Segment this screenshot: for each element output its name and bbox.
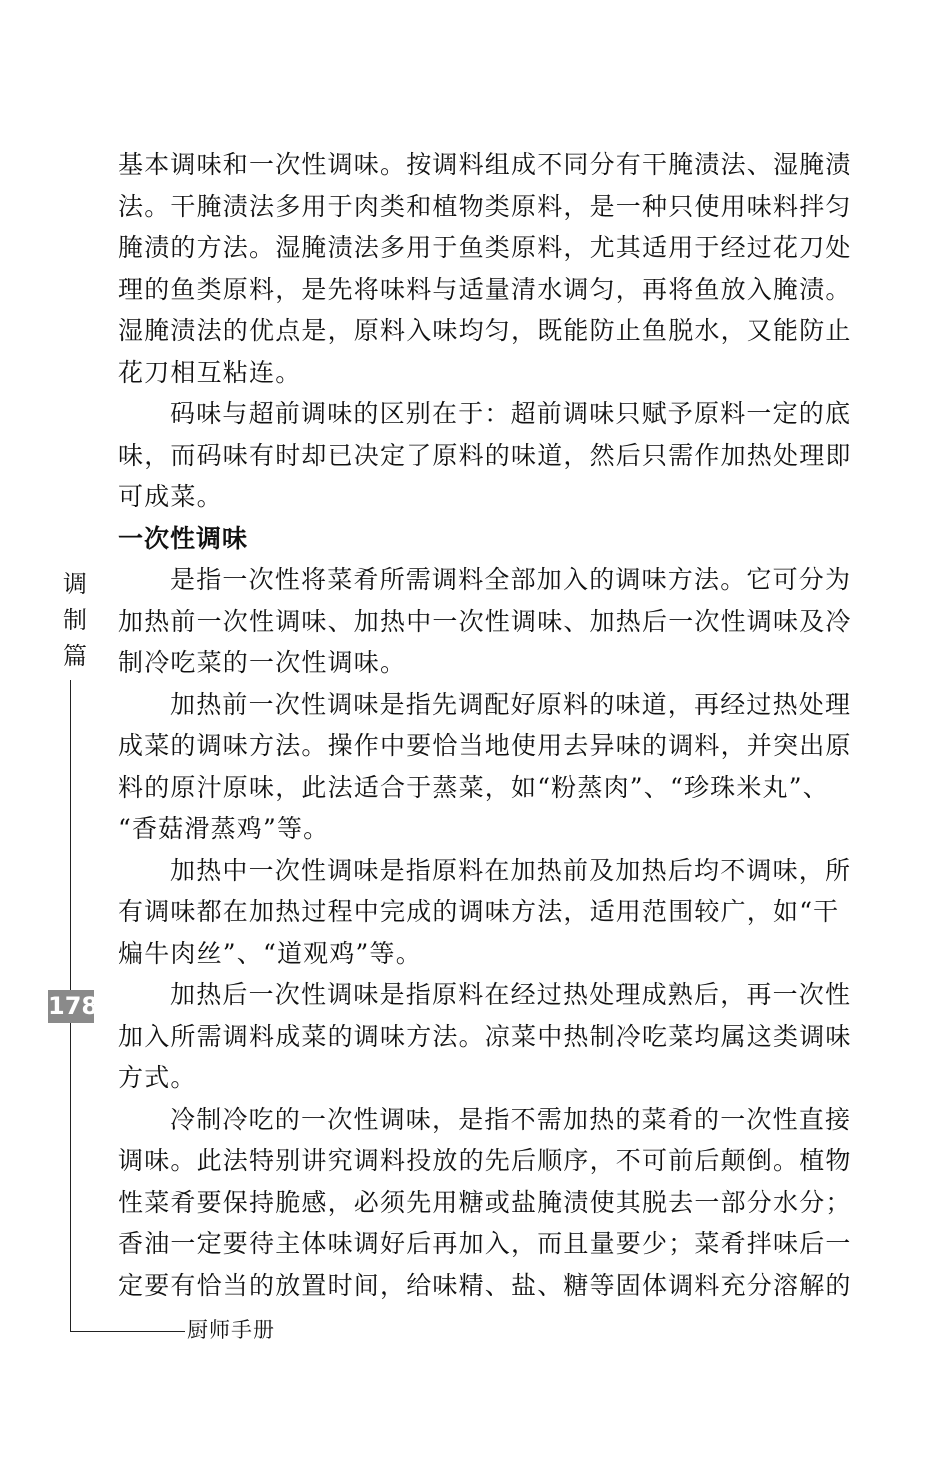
footer-rule bbox=[70, 1331, 185, 1332]
body-line: 花刀相互粘连。 bbox=[118, 357, 302, 387]
paragraph-first-line: 加热后一次性调味是指原料在经过热处理成熟后，再一次性 bbox=[170, 980, 852, 1009]
body-line: 基本调味和一次性调味。按调料组成不同分有干腌渍法、湿腌渍 bbox=[118, 150, 852, 179]
body-line: 成菜的调味方法。操作中要恰当地使用去异味的调料，并突出原 bbox=[118, 731, 852, 760]
body-text bbox=[118, 144, 898, 1306]
section-heading: 一次性调味 bbox=[118, 523, 249, 553]
body-line: 加热前一次性调味、加热中一次性调味、加热后一次性调味及冷 bbox=[118, 606, 852, 636]
body-line: 香油一定要待主体味调好后再加入，而且量要少；菜肴拌味后一 bbox=[118, 1229, 852, 1258]
body-line: 可成菜。 bbox=[118, 482, 223, 511]
body-line: 法。干腌渍法多用于肉类和植物类原料，是一种只使用味料拌匀 bbox=[118, 191, 852, 221]
body-line: “香菇滑蒸鸡”等。 bbox=[118, 814, 330, 843]
body-line: 有调味都在加热过程中完成的调味方法，适用范围较广，如“干 bbox=[118, 897, 840, 926]
paragraph-first-line: 加热前一次性调味是指先调配好原料的味道，再经过热处理 bbox=[170, 689, 852, 719]
body-line: 定要有恰当的放置时间，给味精、盐、糖等固体调料充分溶解的 bbox=[118, 1270, 852, 1300]
paragraph-first-line: 冷制冷吃的一次性调味，是指不需加热的菜肴的一次性直接 bbox=[170, 1104, 852, 1134]
body-line: 味，而码味有时却已决定了原料的味道，然后只需作加热处理即 bbox=[118, 440, 852, 470]
body-line: 方式。 bbox=[118, 1063, 197, 1092]
paragraph-first-line: 是指一次性将菜肴所需调料全部加入的调味方法。它可分为 bbox=[170, 565, 852, 594]
body-line: 理的鱼类原料，是先将味料与适量清水调匀，再将鱼放入腌渍。 bbox=[118, 274, 852, 304]
chapter-char: 制 bbox=[63, 606, 87, 634]
body-line: 湿腌渍法的优点是，原料入味均匀，既能防止鱼脱水，又能防止 bbox=[118, 316, 852, 345]
body-line: 料的原汁原味，此法适合于蒸菜，如“粉蒸肉”、“珍珠米丸”、 bbox=[118, 772, 829, 802]
body-line: 调味。此法特别讲究调料投放的先后顺序，不可前后颠倒。植物 bbox=[118, 1146, 852, 1175]
page-number: 178 bbox=[48, 990, 94, 1023]
chapter-char: 篇 bbox=[63, 642, 87, 670]
chapter-label bbox=[60, 566, 90, 674]
body-line: 煸牛肉丝”、“道观鸡”等。 bbox=[118, 938, 422, 968]
paragraph-first-line: 加热中一次性调味是指原料在加热前及加热后均不调味，所 bbox=[170, 855, 852, 885]
body-line: 腌渍的方法。湿腌渍法多用于鱼类原料，尤其适用于经过花刀处 bbox=[118, 233, 852, 262]
footer-book-title: 厨师手册 bbox=[187, 1318, 275, 1342]
margin-rule-upper bbox=[70, 680, 71, 990]
body-line: 性菜肴要保持脆感，必须先用糖或盐腌渍使其脱去一部分水分； bbox=[118, 1187, 852, 1217]
body-line: 制冷吃菜的一次性调味。 bbox=[118, 648, 407, 677]
body-line: 加入所需调料成菜的调味方法。凉菜中热制冷吃菜均属这类调味 bbox=[118, 1021, 852, 1051]
paragraph-first-line: 码味与超前调味的区别在于：超前调味只赋予原料一定的底 bbox=[170, 399, 852, 428]
chapter-char: 调 bbox=[63, 570, 87, 598]
margin-rule-lower bbox=[70, 1023, 71, 1332]
